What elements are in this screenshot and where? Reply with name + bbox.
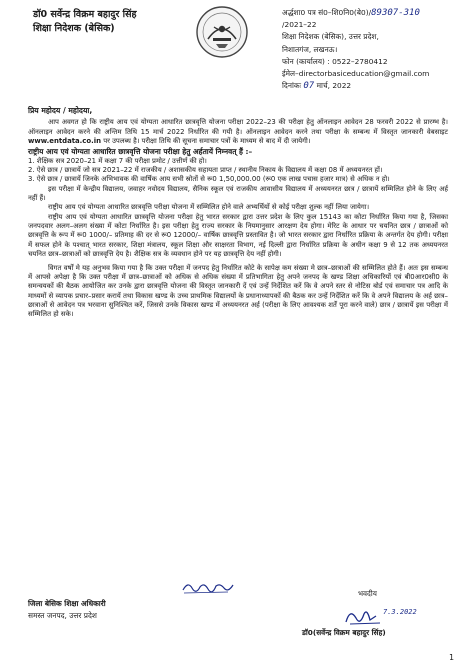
signatory-name: डॉ0(सर्वेन्द्र विक्रम बहादुर सिंह): [302, 628, 386, 637]
reference-prefix: अर्द्धशा0 पत्र सं0–शि0नि0(बे0)/: [282, 8, 372, 17]
reference-line: [282, 7, 470, 19]
page-number: 1: [449, 653, 455, 662]
reference-number-handwritten: 89307-310: [371, 8, 420, 18]
paragraph-application-dates: आप अवगत हो कि राष्ट्रीय आय एवं योग्यता आधारित छात्रवृत्ति योजना परीक्षा 2022–23 की परीक्षा हेतु ऑनलाइन आवेदन 28 फरवरी 2022 से प्रारम्भ है। ऑनलाइन आवेदन करने की अन्तिम तिथि 15 मार्च 2022 निर्धारित की गयी है। ऑनलाइन आवेदन करने तथा परीक्षा के सम्बन्ध में विस्तृत जानकारी वेबसाइट www.entdata.co.in पर उपलब्ध है। परीक्षा तिथि की सूचना समाचार पत्रों के माध्यम से बाद में दी जायेगी।: [28, 118, 448, 146]
letter-body: [28, 106, 448, 320]
recipient-block: [28, 598, 106, 622]
letter-date: [282, 80, 470, 92]
eligibility-criterion-2: 2. ऐसे छात्र / छात्रायें जो सत्र 2021–22 में राजकीय / अशासकीय सहायता प्राप्त / स्थानीय निकाय के विद्यालय में कक्षा 08 में अध्ययनरत हों।: [28, 166, 383, 175]
paragraph-quota-scholarship: राष्ट्रीय आय एवं योग्यता आधारित छात्रवृत्ति योजना परीक्षा हेतु भारत सरकार द्वारा उत्तर प्रदेश के लिए कुल 15143 का कोटा निर्धारित किया गया है, जिसका जनपदवार अलग–अलग संख्या में कोटा निर्धारित है। इस परीक्षा हेतु राज्य सरकार के नियमानुसार आरक्षण देय होगा। मेरिट के आधार पर चयनित छात्र / छात्राओं को छात्रवृत्ति के रूप में रू0 1000/– प्रतिमाह की दर से रू0 12000/– वार्षिक छात्रवृत्ति प्रस्तावित है। जो भारत सरकार द्वारा निर्धारित प्रक्रिया के अन्तर्गत देय होगी। परीक्षा में सफल होने के पश्चात् भारत सरकार, शिक्षा मंत्रालय, स्कूल शिक्षा और साक्षरता विभाग, नई दिल्ली द्वारा निर्धारित प्रक्रिया के अधीन कक्षा 9 से 12 तक अध्ययनरत चयनित छात्र–छात्राओं को छात्रवृत्ति देय है। शैक्षिक सत्र के व्यवधान होने पर यह छात्रवृत्ति देय नहीं होगी।: [28, 212, 448, 259]
website-link[interactable]: www.entdata.co.in: [28, 137, 101, 146]
handwritten-initial-mark: [180, 577, 236, 597]
paragraph-ineligible-schools: इस परीक्षा में केन्द्रीय विद्यालय, जवाहर नवोदय विद्यालय, सैनिक स्कूल एवं राजकीय आवासीय विद्यालय में अध्ययनरत छात्र / छात्रायें सम्मिलित होने के लिए अर्ह नहीं हैं।: [28, 184, 448, 203]
eligibility-criterion-3: 3. ऐसे छात्र / छात्रायें जिनके अभिभावक की वार्षिक आय सभी स्रोतों से रू0 1,50,000.00 (रू0 एक लाख पचास हजार मात्र) से अधिक न हो।: [28, 175, 390, 184]
office-address-line2: निशातगंज, लखनऊ।: [282, 44, 338, 54]
sender-designation: शिक्षा निदेशक (बेसिक): [33, 23, 115, 34]
eligibility-heading: राष्ट्रीय आय एवं योग्यता आधारित छात्रवृत्ति योजना परीक्षा हेतु अर्हतायें निम्नवत् हैं :–: [28, 147, 253, 157]
signature-date-handwritten: 7.3.2022: [383, 608, 417, 616]
sender-block: [33, 8, 208, 36]
office-email: ईमेल–directorbasiceducation@gmail.com: [282, 69, 430, 79]
office-address-line1: शिक्षा निदेशक (बेसिक), उत्तर प्रदेश,: [282, 32, 379, 42]
recipient-scope: समस्त जनपद, उत्तर प्रदेश: [28, 611, 97, 620]
reference-year: /2021–22: [282, 20, 317, 30]
eligibility-criterion-1: 1. शैक्षिक सत्र 2020–21 में कक्षा 7 की परीक्षा प्रमोट / उत्तीर्ण की हो।: [28, 156, 207, 165]
salutation: प्रिय महोदय / महोदया,: [28, 106, 93, 115]
paragraph-no-fee: राष्ट्रीय आय एवं योग्यता आधारित छात्रवृत्ति परीक्षा योजना में सम्मिलित होने वाले अभ्यर्थियों से कोई परीक्षा शुल्क नहीं लिया जायेगा।: [48, 203, 370, 212]
date-label: दिनांकः: [282, 81, 302, 91]
sender-name: डॉ0 सर्वेन्द्र विक्रम बहादुर सिंह: [33, 9, 137, 20]
paragraph-instructions: विगत वर्षों मे यह अनुभव किया गया है कि उक्त परीक्षा में जनपद हेतु निर्धारित कोटे के सापेक्ष कम संख्या मे छात्र–छात्राओं की सम्मिलित होते हैं। अतः इस सम्बन्ध में आपसे अपेक्षा है कि उक्त परीक्षा में छात्र–छात्राओं को अधिक से अधिक संख्या में प्रतिभागिता हेतु अपने जनपद के खण्ड शिक्षा अधिकारियों एवं बी0आर0सी0 के समन्वयकों की बैठक आयोजित कर उनके द्वारा छात्रवृत्ति योजना की विस्तृत जानकारी दें एवं उन्हें निर्देशित करें कि वे अपने स्तर से नोटिस बोर्ड एवं समाचार पत्र आदि के माध्यमों से व्यापक प्रचार–प्रसार करायें तथा विकास खण्ड के उच्च प्राथमिक विद्यालयों के प्रधानाध्यापकों की बैठक कर उन्हें निर्देशित करें कि वे अपने विद्यालय के अर्ह छात्र–छात्राओं से आवेदन पत्र भरवाना सुनिश्चित करें, जिससे उनके विकास खण्ड में अध्ययनरत अर्ह (परीक्षा के लिए आवश्यक शर्तें पूरा करने वाले) छात्र / छात्रायें इस परीक्षा में सम्मिलित हो सके।: [28, 263, 448, 319]
up-government-emblem-logo: [194, 5, 250, 59]
date-day-handwritten: 07: [303, 81, 315, 92]
office-details-block: [282, 7, 470, 92]
date-month-year: मार्च, 2022: [316, 81, 352, 91]
recipient-title: जिला बेसिक शिक्षा अधिकारी: [28, 599, 106, 608]
office-phone: फोन (कार्यालय) : 0522–2780412: [282, 56, 388, 66]
closing-text: भवदीय: [358, 589, 377, 598]
